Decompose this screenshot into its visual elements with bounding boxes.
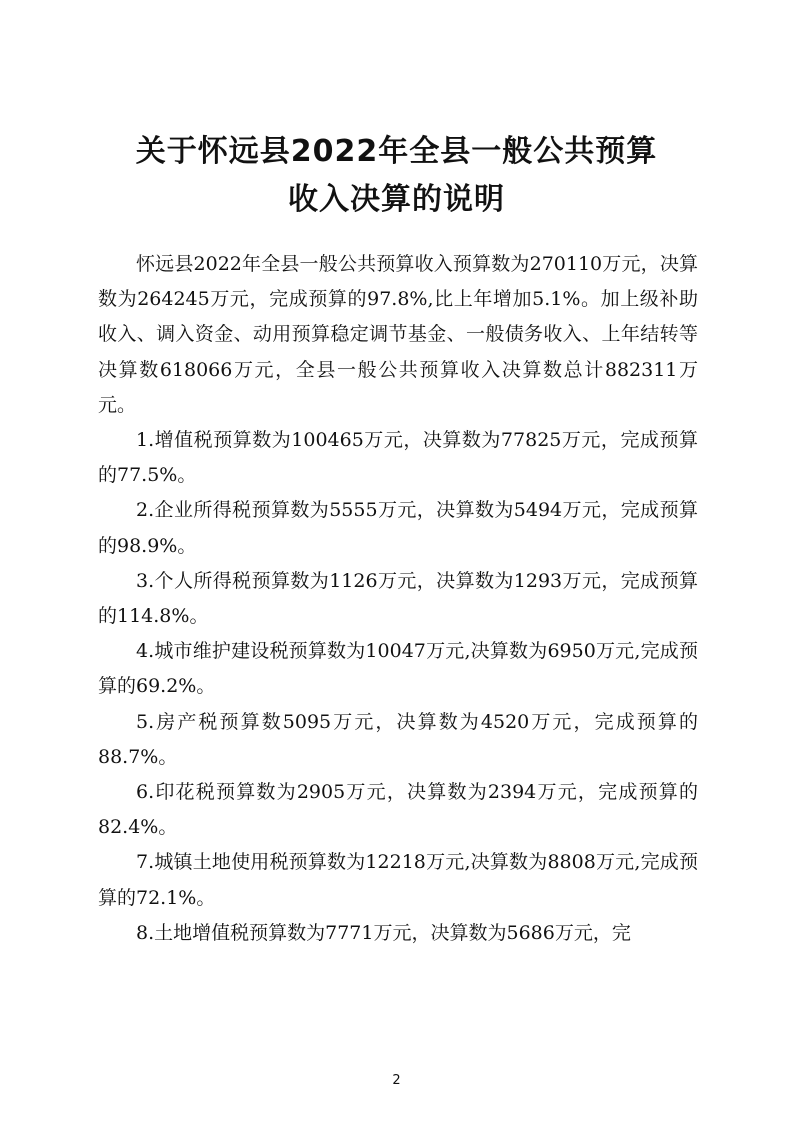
paragraph-item-1: 1.增值税预算数为100465万元，决算数为77825万元，完成预算的77.5%。 [98, 429, 698, 487]
document-body [98, 247, 698, 951]
paragraph-item-6: 6.印花税预算数为2905万元，决算数为2394万元，完成预算的82.4%。 [98, 781, 698, 839]
paragraph-item-5: 5.房产税预算数5095万元，决算数为4520万元，完成预算的88.7%。 [98, 710, 698, 768]
document-title [0, 128, 793, 224]
title-line-1: 关于怀远县2022年全县一般公共预算 [135, 134, 658, 169]
paragraph-item-7: 7.城镇土地使用税预算数为12218万元,决算数为8808万元,完成预算的72.1%。 [98, 851, 698, 909]
paragraph-summary: 怀远县2022年全县一般公共预算收入预算数为270110万元，决算数为264245万元，完成预算的97.8%,比上年增加5.1%。加上级补助收入、调入资金、动用预算稳定调节基金、一般债务收入、上年结转等决算数618066万元，全县一般公共预算收入决算数总计882311万元。 [98, 253, 698, 416]
paragraph-item-4: 4.城市维护建设税预算数为10047万元,决算数为6950万元,完成预算的69.2%。 [98, 640, 698, 698]
paragraph-item-8: 8.土地增值税预算数为7771万元，决算数为5686万元，完 [136, 921, 631, 944]
paragraph-item-2: 2.企业所得税预算数为5555万元，决算数为5494万元，完成预算的98.9%。 [98, 499, 698, 557]
page-number: 2 [392, 1073, 401, 1088]
title-line-2: 收入决算的说明 [288, 182, 505, 217]
paragraph-item-3: 3.个人所得税预算数为1126万元，决算数为1293万元，完成预算的114.8%。 [98, 569, 698, 628]
